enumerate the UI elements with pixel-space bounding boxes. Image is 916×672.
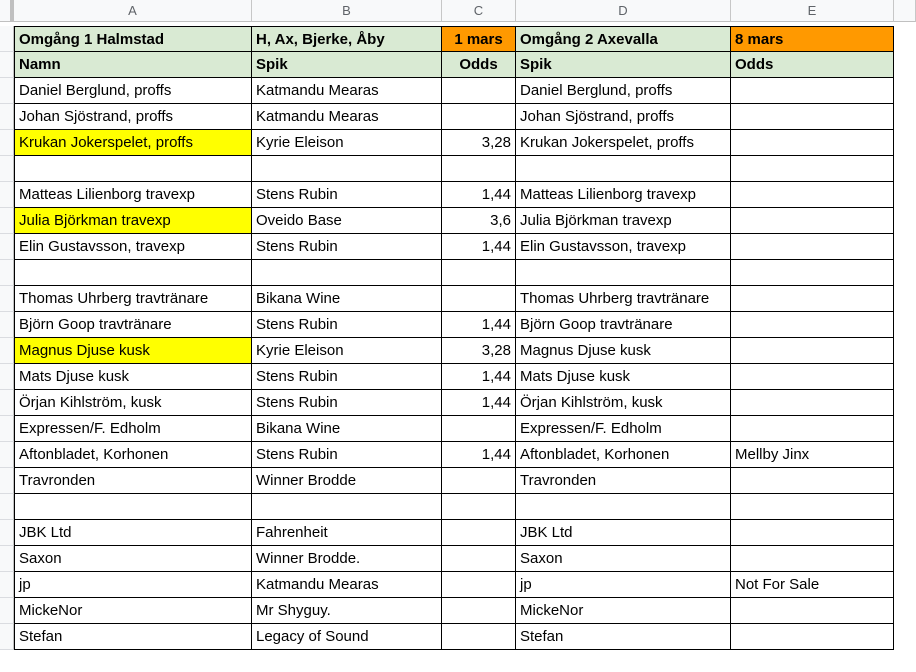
cell-a1[interactable]: Omgång 1 Halmstad	[14, 26, 252, 52]
cell-b7[interactable]: Stens Rubin	[252, 182, 442, 208]
column-header-e[interactable]: E	[731, 0, 894, 22]
row-header[interactable]	[0, 572, 14, 598]
cell-e15[interactable]	[731, 390, 894, 416]
cell-d7[interactable]: Matteas Lilienborg travexp	[516, 182, 731, 208]
cell-b13[interactable]: Kyrie Eleison	[252, 338, 442, 364]
row-header[interactable]	[0, 52, 14, 78]
row-header[interactable]	[0, 130, 14, 156]
column-header-c[interactable]: C	[442, 0, 516, 22]
cell-c7[interactable]: 1,44	[442, 182, 516, 208]
cell-a13[interactable]: Magnus Djuse kusk	[14, 338, 252, 364]
cell-d19[interactable]	[516, 494, 731, 520]
cell-b9[interactable]: Stens Rubin	[252, 234, 442, 260]
row-header[interactable]	[0, 390, 14, 416]
cell-e5[interactable]	[731, 130, 894, 156]
cell-b5[interactable]: Kyrie Eleison	[252, 130, 442, 156]
cell-b19[interactable]	[252, 494, 442, 520]
cell-b14[interactable]: Stens Rubin	[252, 364, 442, 390]
row-header[interactable]	[0, 494, 14, 520]
cell-b16[interactable]: Bikana Wine	[252, 416, 442, 442]
cell-b3[interactable]: Katmandu Mearas	[252, 78, 442, 104]
cell-e22[interactable]: Not For Sale	[731, 572, 894, 598]
cell-e20[interactable]	[731, 520, 894, 546]
cell-c17[interactable]: 1,44	[442, 442, 516, 468]
cell-a8[interactable]: Julia Björkman travexp	[14, 208, 252, 234]
row-header[interactable]	[0, 520, 14, 546]
column-header-filler	[894, 0, 916, 22]
cell-c18[interactable]	[442, 468, 516, 494]
row-header[interactable]	[0, 78, 14, 104]
cell-e12[interactable]	[731, 312, 894, 338]
cell-a11[interactable]: Thomas Uhrberg travtränare	[14, 286, 252, 312]
cell-d13[interactable]: Magnus Djuse kusk	[516, 338, 731, 364]
row-header[interactable]	[0, 156, 14, 182]
cell-e18[interactable]	[731, 468, 894, 494]
cell-d15[interactable]: Örjan Kihlström, kusk	[516, 390, 731, 416]
cell-e3[interactable]	[731, 78, 894, 104]
cell-e16[interactable]	[731, 416, 894, 442]
row-header[interactable]	[0, 624, 14, 650]
cell-c1[interactable]: 1 mars	[442, 26, 516, 52]
cell-d17[interactable]: Aftonbladet, Korhonen	[516, 442, 731, 468]
cell-d22[interactable]: jp	[516, 572, 731, 598]
cell-d24[interactable]: Stefan	[516, 624, 731, 650]
cell-c11[interactable]	[442, 286, 516, 312]
cell-d4[interactable]: Johan Sjöstrand, proffs	[516, 104, 731, 130]
select-all-corner[interactable]	[0, 0, 14, 22]
cell-c20[interactable]	[442, 520, 516, 546]
cell-a21[interactable]: Saxon	[14, 546, 252, 572]
cell-b10[interactable]	[252, 260, 442, 286]
cell-a9[interactable]: Elin Gustavsson, travexp	[14, 234, 252, 260]
cell-e7[interactable]	[731, 182, 894, 208]
cell-a16[interactable]: Expressen/F. Edholm	[14, 416, 252, 442]
row-header[interactable]	[0, 26, 14, 52]
cell-e9[interactable]	[731, 234, 894, 260]
cell-d20[interactable]: JBK Ltd	[516, 520, 731, 546]
cell-b12[interactable]: Stens Rubin	[252, 312, 442, 338]
column-header-a[interactable]: A	[14, 0, 252, 22]
cell-a14[interactable]: Mats Djuse kusk	[14, 364, 252, 390]
cell-b24[interactable]: Legacy of Sound	[252, 624, 442, 650]
cell-b22[interactable]: Katmandu Mearas	[252, 572, 442, 598]
cell-a15[interactable]: Örjan Kihlström, kusk	[14, 390, 252, 416]
row-header[interactable]	[0, 468, 14, 494]
cell-d21[interactable]: Saxon	[516, 546, 731, 572]
cell-d23[interactable]: MickeNor	[516, 598, 731, 624]
cell-e2[interactable]: Odds	[731, 52, 894, 78]
cell-d6[interactable]	[516, 156, 731, 182]
cell-a4[interactable]: Johan Sjöstrand, proffs	[14, 104, 252, 130]
cell-c19[interactable]	[442, 494, 516, 520]
cell-b8[interactable]: Oveido Base	[252, 208, 442, 234]
cell-b15[interactable]: Stens Rubin	[252, 390, 442, 416]
cell-e8[interactable]	[731, 208, 894, 234]
cell-a10[interactable]	[14, 260, 252, 286]
cell-a24[interactable]: Stefan	[14, 624, 252, 650]
row-header[interactable]	[0, 208, 14, 234]
cell-d16[interactable]: Expressen/F. Edholm	[516, 416, 731, 442]
cell-c15[interactable]: 1,44	[442, 390, 516, 416]
cell-d11[interactable]: Thomas Uhrberg travtränare	[516, 286, 731, 312]
cell-c24[interactable]	[442, 624, 516, 650]
cell-a22[interactable]: jp	[14, 572, 252, 598]
cell-d18[interactable]: Travronden	[516, 468, 731, 494]
cell-a18[interactable]: Travronden	[14, 468, 252, 494]
cell-e4[interactable]	[731, 104, 894, 130]
cell-e11[interactable]	[731, 286, 894, 312]
cell-a12[interactable]: Björn Goop travtränare	[14, 312, 252, 338]
cell-a7[interactable]: Matteas Lilienborg travexp	[14, 182, 252, 208]
cell-e21[interactable]	[731, 546, 894, 572]
cell-e24[interactable]	[731, 624, 894, 650]
row-header[interactable]	[0, 260, 14, 286]
cell-b23[interactable]: Mr Shyguy.	[252, 598, 442, 624]
cell-c14[interactable]: 1,44	[442, 364, 516, 390]
cell-e10[interactable]	[731, 260, 894, 286]
row-header[interactable]	[0, 442, 14, 468]
row-header[interactable]	[0, 364, 14, 390]
cell-d8[interactable]: Julia Björkman travexp	[516, 208, 731, 234]
cell-c12[interactable]: 1,44	[442, 312, 516, 338]
cell-d1[interactable]: Omgång 2 Axevalla	[516, 26, 731, 52]
cell-c3[interactable]	[442, 78, 516, 104]
row-header[interactable]	[0, 182, 14, 208]
cell-a6[interactable]	[14, 156, 252, 182]
cell-b2[interactable]: Spik	[252, 52, 442, 78]
cell-c6[interactable]	[442, 156, 516, 182]
cell-c5[interactable]: 3,28	[442, 130, 516, 156]
row-header[interactable]	[0, 338, 14, 364]
cell-b1[interactable]: H, Ax, Bjerke, Åby	[252, 26, 442, 52]
cell-b6[interactable]	[252, 156, 442, 182]
cell-a19[interactable]	[14, 494, 252, 520]
cell-c23[interactable]	[442, 598, 516, 624]
cell-b4[interactable]: Katmandu Mearas	[252, 104, 442, 130]
row-header[interactable]	[0, 312, 14, 338]
cell-c22[interactable]	[442, 572, 516, 598]
cell-d2[interactable]: Spik	[516, 52, 731, 78]
cell-d14[interactable]: Mats Djuse kusk	[516, 364, 731, 390]
row-header[interactable]	[0, 104, 14, 130]
cell-a5[interactable]: Krukan Jokerspelet, proffs	[14, 130, 252, 156]
cell-e23[interactable]	[731, 598, 894, 624]
cell-e1[interactable]: 8 mars	[731, 26, 894, 52]
row-header[interactable]	[0, 546, 14, 572]
cell-e6[interactable]	[731, 156, 894, 182]
cell-d12[interactable]: Björn Goop travtränare	[516, 312, 731, 338]
cell-b11[interactable]: Bikana Wine	[252, 286, 442, 312]
cell-d3[interactable]: Daniel Berglund, proffs	[516, 78, 731, 104]
cell-c8[interactable]: 3,6	[442, 208, 516, 234]
cell-a23[interactable]: MickeNor	[14, 598, 252, 624]
cell-b21[interactable]: Winner Brodde.	[252, 546, 442, 572]
column-header-d[interactable]: D	[516, 0, 731, 22]
row-header[interactable]	[0, 286, 14, 312]
column-header-b[interactable]: B	[252, 0, 442, 22]
cell-c10[interactable]	[442, 260, 516, 286]
cell-c2[interactable]: Odds	[442, 52, 516, 78]
cell-c9[interactable]: 1,44	[442, 234, 516, 260]
row-header[interactable]	[0, 598, 14, 624]
cell-c16[interactable]	[442, 416, 516, 442]
cell-c21[interactable]	[442, 546, 516, 572]
cell-a17[interactable]: Aftonbladet, Korhonen	[14, 442, 252, 468]
cell-c4[interactable]	[442, 104, 516, 130]
cell-c13[interactable]: 3,28	[442, 338, 516, 364]
row-header[interactable]	[0, 234, 14, 260]
cell-a2[interactable]: Namn	[14, 52, 252, 78]
cell-a20[interactable]: JBK Ltd	[14, 520, 252, 546]
cell-d5[interactable]: Krukan Jokerspelet, proffs	[516, 130, 731, 156]
row-header[interactable]	[0, 416, 14, 442]
cell-b20[interactable]: Fahrenheit	[252, 520, 442, 546]
cell-d9[interactable]: Elin Gustavsson, travexp	[516, 234, 731, 260]
cell-b18[interactable]: Winner Brodde	[252, 468, 442, 494]
cell-b17[interactable]: Stens Rubin	[252, 442, 442, 468]
cell-e14[interactable]	[731, 364, 894, 390]
cell-d10[interactable]	[516, 260, 731, 286]
cell-e19[interactable]	[731, 494, 894, 520]
cell-a3[interactable]: Daniel Berglund, proffs	[14, 78, 252, 104]
cell-e13[interactable]	[731, 338, 894, 364]
cell-e17[interactable]: Mellby Jinx	[731, 442, 894, 468]
